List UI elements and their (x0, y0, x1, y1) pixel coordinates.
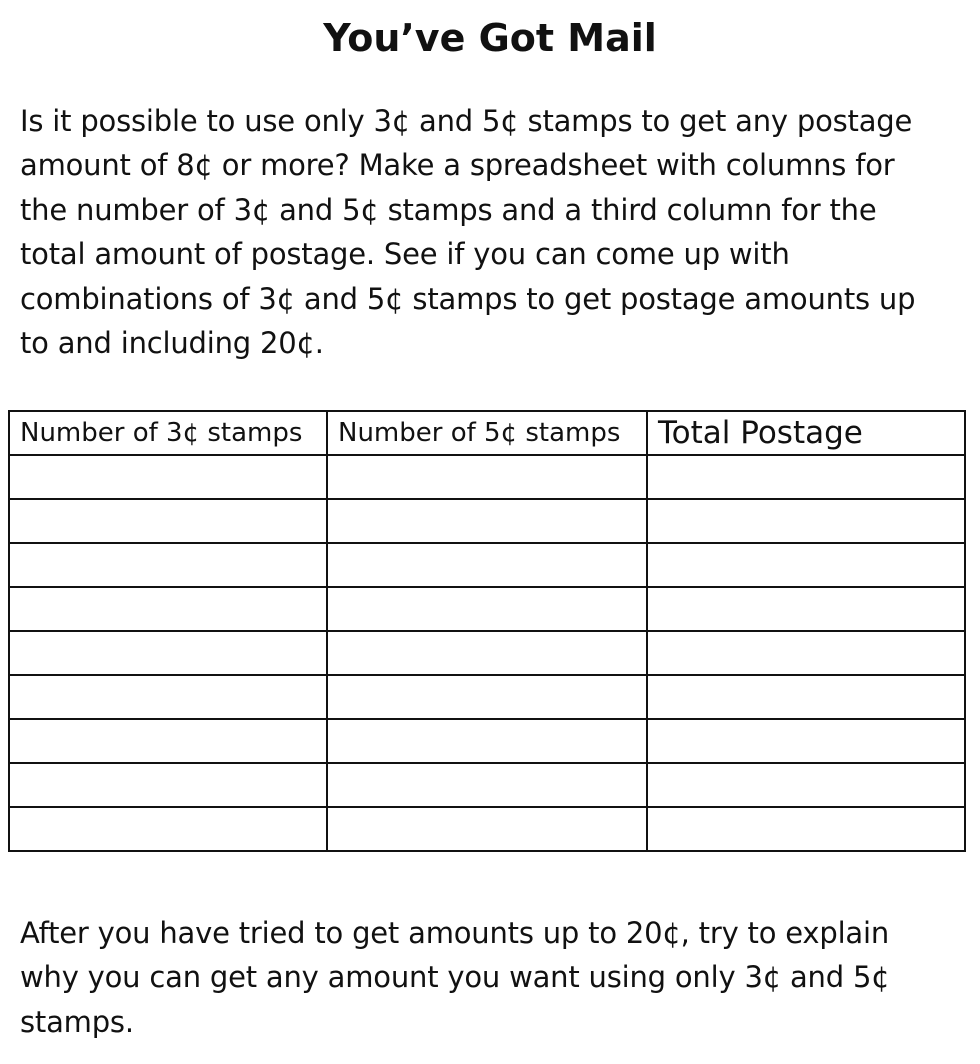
intro-line: amount of 8¢ or more? Make a spreadsheet with columns for (20, 148, 895, 183)
table-row (9, 763, 965, 807)
column-header-3c-stamps: Number of 3¢ stamps (9, 411, 327, 455)
table-cell[interactable] (647, 631, 965, 675)
table-cell[interactable] (9, 455, 327, 499)
table-cell[interactable] (9, 499, 327, 543)
table-cell[interactable] (9, 543, 327, 587)
intro-line: total amount of postage. See if you can come up with (20, 237, 790, 272)
table-cell[interactable] (647, 587, 965, 631)
table-cell[interactable] (327, 587, 647, 631)
table-row (9, 587, 965, 631)
table-cell[interactable] (327, 631, 647, 675)
table-cell[interactable] (327, 675, 647, 719)
table-cell[interactable] (327, 719, 647, 763)
table-cell[interactable] (9, 587, 327, 631)
postage-table (8, 410, 966, 852)
table-cell[interactable] (327, 455, 647, 499)
intro-line: combinations of 3¢ and 5¢ stamps to get postage amounts up (20, 281, 916, 316)
table-cell[interactable] (9, 719, 327, 763)
followup-paragraph (20, 911, 960, 1044)
table-cell[interactable] (647, 807, 965, 851)
table-header-row (9, 411, 965, 455)
table-cell[interactable] (647, 499, 965, 543)
followup-line: why you can get any amount you want using only 3¢ and 5¢ (20, 960, 890, 995)
table-row (9, 807, 965, 851)
table-row (9, 719, 965, 763)
table-cell[interactable] (327, 543, 647, 587)
table-cell[interactable] (647, 455, 965, 499)
followup-line: stamps. (20, 1004, 134, 1039)
intro-paragraph (20, 99, 960, 365)
table-cell[interactable] (327, 807, 647, 851)
table-cell[interactable] (327, 763, 647, 807)
intro-line: to and including 20¢. (20, 326, 324, 361)
table-cell[interactable] (647, 675, 965, 719)
table-row (9, 455, 965, 499)
intro-line: the number of 3¢ and 5¢ stamps and a third column for the (20, 192, 877, 227)
intro-line: Is it possible to use only 3¢ and 5¢ stamps to get any postage (20, 104, 913, 138)
column-header-5c-stamps: Number of 5¢ stamps (327, 411, 647, 455)
worksheet-title: You’ve Got Mail (323, 16, 657, 60)
table-row (9, 499, 965, 543)
table-row (9, 543, 965, 587)
table-cell[interactable] (647, 543, 965, 587)
table-row (9, 675, 965, 719)
table-cell[interactable] (9, 631, 327, 675)
table-row (9, 631, 965, 675)
table-cell[interactable] (9, 807, 327, 851)
table-cell[interactable] (9, 675, 327, 719)
table-cell[interactable] (647, 763, 965, 807)
table-cell[interactable] (9, 763, 327, 807)
table-cell[interactable] (327, 499, 647, 543)
followup-line: After you have tried to get amounts up to 20¢, try to explain (20, 916, 890, 950)
column-header-total-postage: Total Postage (647, 411, 965, 455)
table-cell[interactable] (647, 719, 965, 763)
